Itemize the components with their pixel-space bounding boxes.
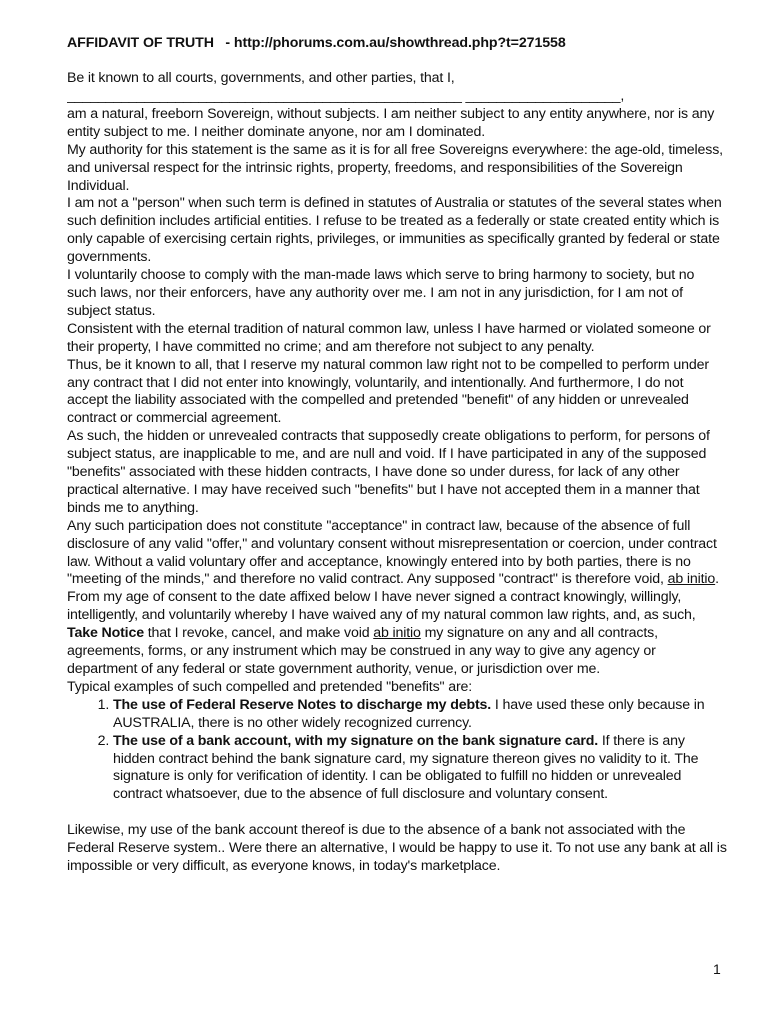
document-body — [67, 70, 727, 876]
source-url: http://phorums.com.au/showthread.php?t=271558 — [233, 35, 566, 51]
intro-paragraph: Be it known to all courts, governments, and other parties, that I, — [67, 70, 455, 86]
paragraph-examples-intro: Typical examples of such compelled and pretended "benefits" are: — [67, 678, 473, 695]
example-2-text: If there is any hidden contract behind the bank signature card, my signature thereon gives no validity to it. The signature is only for verification of identity. I can be obligated to fulfill no hidden or unrevealed contract whatsoever, due to the absence of full disclosure and voluntary consent. — [113, 732, 699, 803]
paragraph-spacer — [67, 804, 727, 822]
document-title: AFFIDAVIT OF TRUTH — [67, 35, 214, 51]
revocation-text-b: that I revoke, cancel, and make void — [143, 625, 374, 642]
paragraph-hidden-contracts: As such, the hidden or unrevealed contracts that supposedly create obligations to perform, for persons of subject status, are inapplicable to me, and are null and void. If I have participated in any of the supposed "benefits" associated with these hidden contracts, I have done so under duress, for lack of any other practical alternative. I may have received such "benefits" but I have not accepted them in a manner that binds me to anything. — [67, 428, 710, 516]
paragraph-authority: My authority for this statement is the same as it is for all free Sovereigns everywhere: the age-old, timeless, and universal respect for the intrinsic rights, property, freedoms, and responsibilities of the Sovereign Individual. — [67, 141, 723, 194]
revocation-text-c: my signature on any and all contracts, agreements, forms, or any instrument which may be construed in any way to give any agency or department of any federal or state government authority, venue, or jurisdiction over me. — [67, 625, 658, 677]
acceptance-end: . — [715, 571, 719, 588]
examples-list — [67, 697, 727, 804]
page-number: 1 — [713, 961, 721, 977]
revocation-text-a: From my age of consent to the date affixed below I have never signed a contract knowingly, willingly, intelligently, and voluntarily whereby I have waived any of my natural common law rights, and, as such, — [67, 589, 696, 624]
name-blank-line: ___________________________________________________ ____________________, — [67, 87, 625, 104]
paragraph-sovereign: am a natural, freeborn Sovereign, without subjects. I am neither subject to any entity anywhere, nor is any entity subject to me. I neither dominate anyone, nor am I dominated. — [67, 105, 715, 140]
take-notice-bold: Take Notice — [67, 625, 144, 642]
paragraph-reserve-rights: Thus, be it known to all, that I reserve my natural common law right not to be compelled to perform under any contract that I did not enter into knowingly, voluntarily, and intentionally. And furthermore, I do not accept the liability associated with the compelled and pretended "benefit" of any hidden or unrevealed contract or commercial agreement. — [67, 356, 709, 427]
paragraph-acceptance — [67, 518, 727, 590]
paragraph-common-law: Consistent with the eternal tradition of natural common law, unless I have harmed or violated someone or their property, I have committed no crime; and am therefore not subject to any penalty. — [67, 320, 711, 355]
acceptance-text: Any such participation does not constitute "acceptance" in contract law, because of the absence of full disclosure of any valid "offer," and voluntary consent without misrepresentation or coercion, under contract law. Without a valid voluntary offer and acceptance, knowingly entered into by both parties, there is no "meeting of the minds," and therefore no valid contract. Any supposed "contract" is therefore void, — [67, 517, 717, 588]
paragraph-closing: Likewise, my use of the bank account thereof is due to the absence of a bank not associated with the Federal Reserve system.. Were there an alternative, I would be happy to use it. To not use any bank at all is impossible or very difficult, as everyone knows, in today's marketplace. — [67, 822, 727, 875]
example-2-bold: The use of a bank account, with my signature on the bank signature card. — [113, 732, 599, 749]
document-header — [67, 35, 566, 51]
paragraph-revocation — [67, 589, 727, 679]
paragraph-voluntary-compliance: I voluntarily choose to comply with the man-made laws which serve to bring harmony to society, but no such laws, nor their enforcers, have any authority over me. I am not in any jurisdiction, for I am not of subject status. — [67, 267, 695, 319]
example-1-bold: The use of Federal Reserve Notes to discharge my debts. — [113, 696, 492, 713]
list-item — [113, 733, 727, 805]
list-item — [113, 697, 727, 733]
ab-initio-underlined: ab initio — [667, 571, 716, 588]
ab-initio-underlined-2: ab initio — [373, 625, 421, 642]
header-separator: - — [213, 35, 234, 51]
paragraph-person-definition: I am not a "person" when such term is defined in statutes of Australia or statutes of the several states when such definition includes artificial entities. I refuse to be treated as a federally or state created entity which is only capable of exercising certain rights, privileges, or immunities as specifically granted by federal or state governments. — [67, 195, 722, 266]
example-1-text: I have used these only because in AUSTRALIA, there is no other widely recognized currency. — [113, 696, 705, 731]
